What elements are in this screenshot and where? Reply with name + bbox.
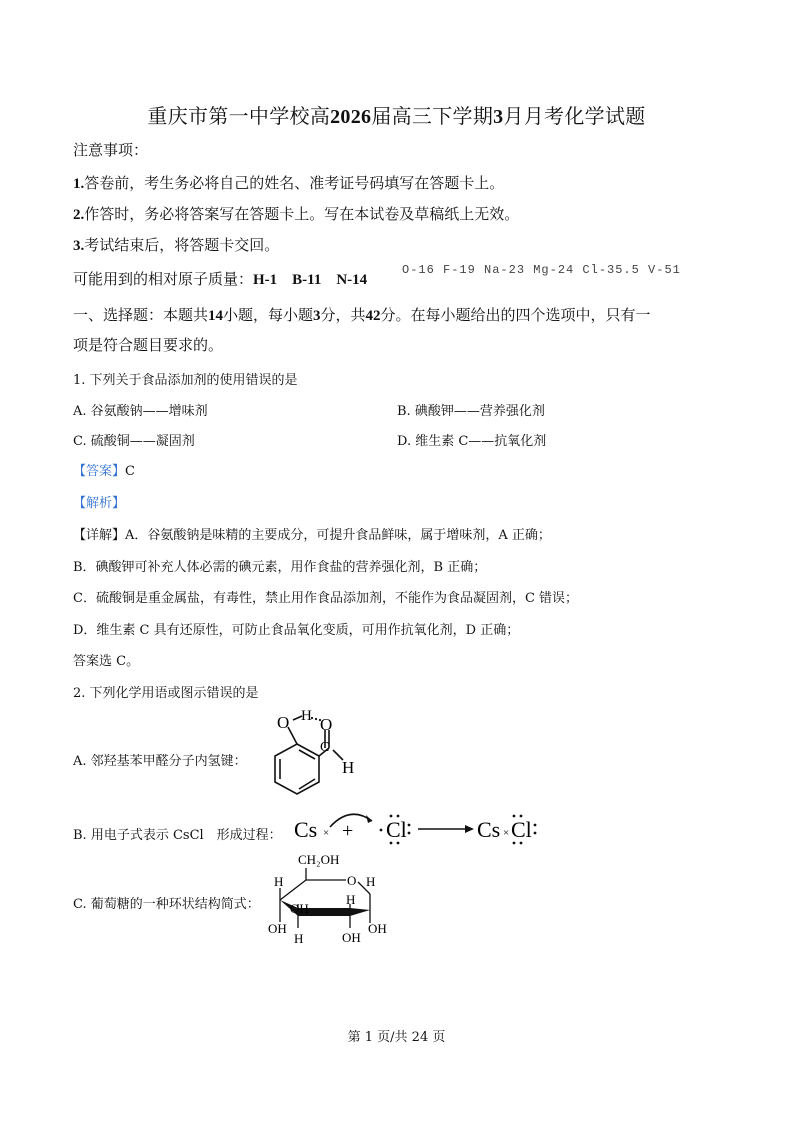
- notice-heading: 注意事项：: [73, 141, 149, 159]
- cscl-formation-diagram: [290, 805, 550, 850]
- c2-h: H: [346, 892, 356, 907]
- q1-detail-c: C．硫酸铜是重金属盐，有毒性，禁止用作食品添加剂，不能作为食品凝固剂，C 错误；: [73, 591, 579, 606]
- atom-h-aldehyde: H: [342, 758, 355, 777]
- anomeric-h: H: [366, 874, 376, 889]
- q1-detail-a: 【详解】A．谷氨酸钠是味精的主要成分，可提升食品鲜味，属于增味剂，A 正确；: [73, 528, 551, 543]
- notice-item-3: 3.考试结束后，将答题卡交回。: [73, 236, 280, 254]
- cs-atom: Cs: [294, 817, 318, 842]
- q2-option-c: C. 葡萄糖的一种环状结构简式：: [73, 897, 260, 912]
- q1-detail-b: B．碘酸钾可补充人体必需的碘元素，用作食盐的营养强化剂，B 正确；: [73, 560, 487, 575]
- q1-option-d: D. 维生素 C——抗氧化剂: [397, 434, 547, 449]
- q2-stem: 2. 下列化学用语或图示错误的是: [73, 686, 259, 701]
- q1-option-c: C. 硫酸铜——凝固剂: [73, 434, 195, 449]
- atom-h-hydroxyl: H: [301, 708, 312, 724]
- cl-atom: Cl: [386, 817, 407, 842]
- c3-oh: OH: [290, 901, 309, 916]
- product-cs: Cs: [477, 817, 501, 842]
- q1-analysis-label: 【解析】: [73, 496, 126, 511]
- atom-o-carbonyl: O: [320, 715, 333, 734]
- c2-oh: OH: [342, 930, 361, 945]
- ring-oxygen: O: [347, 873, 357, 888]
- glucose-haworth-structure: [268, 848, 408, 948]
- ch2oh-group: CH₂OH: [298, 852, 340, 867]
- plus-sign: +: [342, 820, 354, 842]
- notice-item-2: 2.作答时，务必将答案写在答题卡上。写在本试卷及草稿纸上无效。: [73, 205, 520, 223]
- c4-oh: OH: [268, 921, 287, 936]
- q1-detail-d: D．维生素 C 具有还原性，可防止食品氧化变质，可用作抗氧化剂，D 正确；: [73, 623, 520, 638]
- section-heading-line2: 项是符合题目要求的。: [73, 336, 224, 354]
- q1-option-a: A. 谷氨酸钠——增味剂: [73, 404, 208, 419]
- c3-h: H: [294, 931, 304, 946]
- page-footer: 第 1 页/共 24 页: [347, 1030, 446, 1045]
- q1-conclusion: 答案选 C。: [73, 654, 140, 669]
- page-title: 重庆市第一中学校高2026届高三下学期3月月考化学试题: [147, 104, 646, 128]
- atom-o-hydroxyl: O: [277, 713, 290, 732]
- svg-text:×: ×: [323, 827, 330, 839]
- svg-text:×: ×: [503, 827, 510, 839]
- atomic-mass-line: 可能用到的相对原子质量：H-1 B-11 N-14: [73, 270, 368, 288]
- q2-option-a: A. 邻羟基苯甲醛分子内氢键：: [73, 754, 247, 769]
- benzene-ring: [275, 744, 319, 794]
- atom-c-carbonyl: C: [320, 740, 330, 755]
- c1-oh: OH: [368, 921, 387, 936]
- q2-option-b: B. 用电子式表示 CsCl 形成过程：: [73, 828, 282, 843]
- c4-h: H: [274, 874, 284, 889]
- salicylaldehyde-structure: [255, 700, 370, 805]
- q1-option-b: B. 碘酸钾——营养强化剂: [397, 404, 545, 419]
- q1-stem: 1. 下列关于食品添加剂的使用错误的是: [73, 373, 298, 388]
- product-cl: Cl: [511, 817, 532, 842]
- section-heading: 一、选择题：本题共14小题，每小题3分，共42分。在每小题给出的四个选项中，只有一: [73, 306, 651, 324]
- notice-item-1: 1.答卷前，考生务必将自己的姓名、准考证号码填写在答题卡上。: [73, 174, 505, 192]
- q1-answer: 【答案】C: [73, 464, 135, 479]
- atomic-mass-rest: O-16 F-19 Na-23 Mg-24 Cl-35.5 V-51: [402, 263, 681, 277]
